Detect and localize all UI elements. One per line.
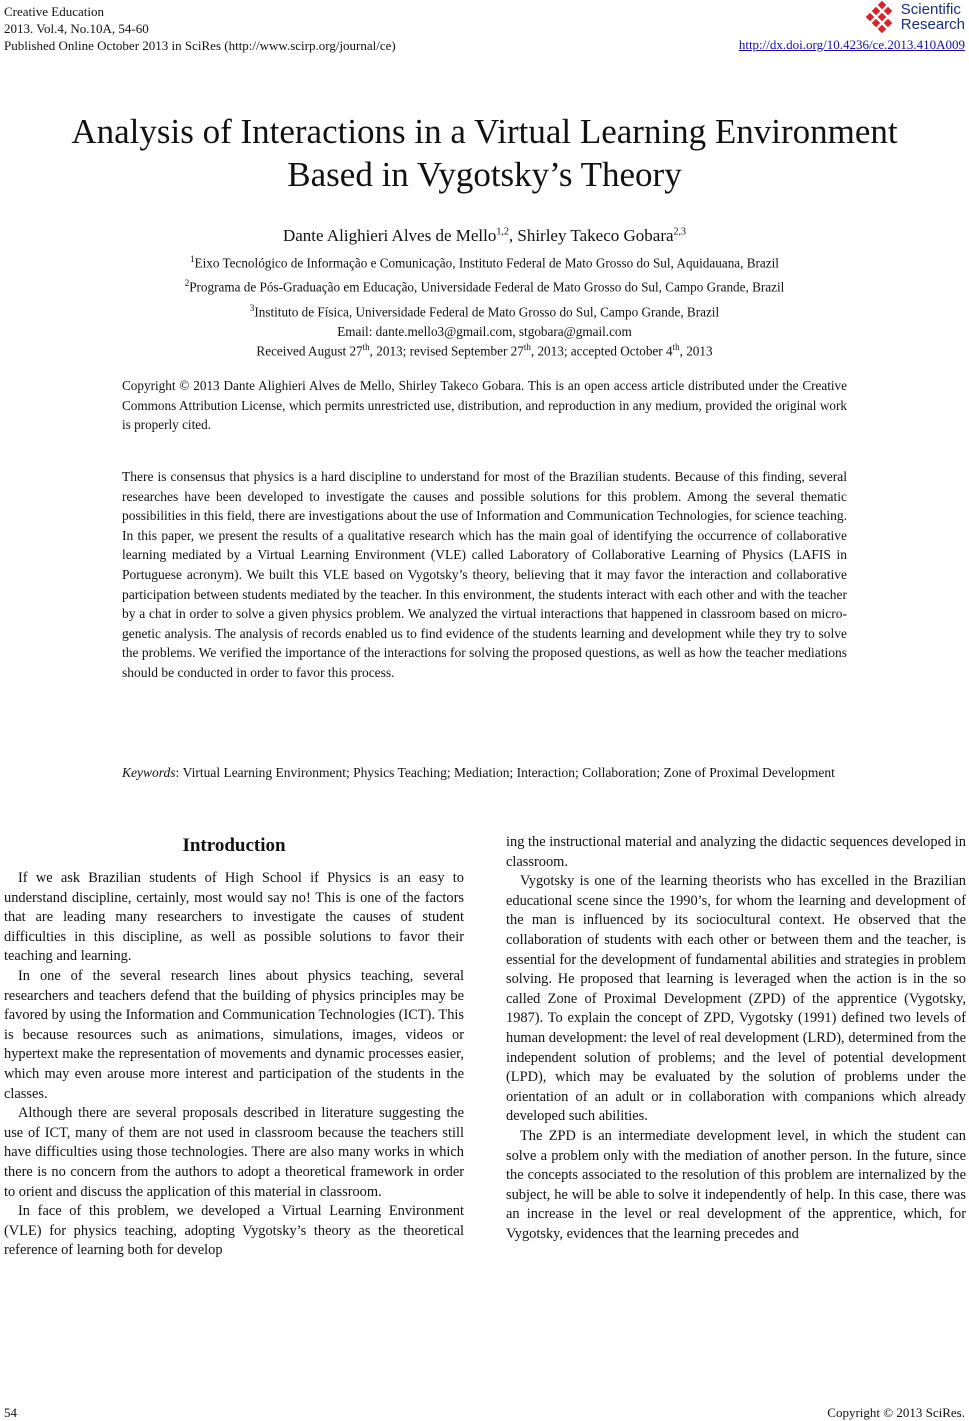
logo-line2: Research xyxy=(900,16,965,33)
logo-line1: Scientific xyxy=(900,1,961,18)
paragraph: In one of the several research lines about physics teaching, several researchers and teachers defend that the building of physics principles may be favored by using the Information and Communication Technologies (ICT). This is because resources such as animations, simulations, images, videos or hypertext make the representation of movements and dynamic processes easier, which may even arouse more interest and participation of the students in the classes. xyxy=(4,967,464,1102)
paragraph: The ZPD is an intermediate development level, in which the student can solve a problem only with the mediation of another person. In the future, since the concepts associated to the resolution of this problem are internalized by the subject, he will be able to solve it independently of help. In this case, there was an increase in the level or real development of the apprentice, which, for Vygotsky, evidences that the learning precedes and xyxy=(506,1127,966,1242)
section-heading-introduction: Introduction xyxy=(182,835,286,856)
page-number: 54 xyxy=(4,1405,17,1420)
submission-dates: Received August 27th, 2013; revised September 27th, 2013; accepted October 4th, 2013 xyxy=(256,342,713,359)
paragraph: ing the instructional material and analyzing the didactic sequences developed in classroom. xyxy=(506,834,966,870)
logo-diamond-icon xyxy=(865,0,899,34)
author-list: Dante Alighieri Alves de Mello$^{1,2}$, Shirley Takeco Gobara$^{2,3}$ xyxy=(282,226,687,245)
author-2-affil: 2,3 xyxy=(673,226,687,238)
paragraph: In face of this problem, we developed a Virtual Learning Environment (VLE) for physics teaching, adopting Vygotsky’s theory as the theoretical reference of learning both for develop xyxy=(4,1203,464,1259)
scientific-research-logo[interactable] xyxy=(865,0,965,34)
author-2: Shirley Takeco Gobara xyxy=(517,226,674,245)
affiliation-1: $^1$Eixo Tecnológico de Informação e Comunicação, Instituto Federal de Mato Grosso do Sul, Aquidauana, Brazil xyxy=(190,254,779,271)
title-line1: Analysis of Interactions in a Virtual Learning Environment xyxy=(71,112,898,151)
journal-volume: 2013. Vol.4, No.10A, 54-60 xyxy=(4,21,149,36)
published-online: Published Online October 2013 in SciRes (http://www.scirp.org/journal/ce) xyxy=(4,38,396,53)
footer-copyright: Copyright © 2013 SciRes. xyxy=(827,1405,965,1420)
left-column xyxy=(4,833,464,1261)
paragraph: Vygotsky is one of the learning theorists who has excelled in the Brazilian educational scene since the 1990’s, for whom the learning and development of the man is influenced by its sociocultural context. He observed that the collaboration of students with each other or between them and the teacher, is essential for the development of fundamental abilities and strategies in problem solving. He proposed that learning is leveraged when the action is in the so called Zone of Proximal Development (ZPD) of the apprentice (Vygotsky, 1987). To explain the concept of ZPD, Vygotsky (1991) defined two levels of human development: the level of real development (LRD), determined from the independent solution of problems; and the level of potential development (LPD), which may be evaluated by the solution of problems under the orientation of an adult or in collaboration with companions which already developed such abilities. xyxy=(506,873,966,1125)
paragraph: If we ask Brazilian students of High School if Physics is an easy to understand discipline, certainly, most would say no! This is one of the factors that are leading many researchers to investigate the causes of student difficulties in this discipline, as well as possible solutions to favor their teaching and learning. xyxy=(4,870,464,965)
title-line2: Based in Vygotsky’s Theory xyxy=(287,155,682,194)
author-1-affil: 1,2 xyxy=(496,226,509,238)
journal-header xyxy=(4,3,396,54)
paragraph: Although there are several proposals described in literature suggesting the use of ICT, many of them are not used in classroom because the teachers still have difficulties using those technologies. There are also many works in which there is no concern from the authors to adopt a theoretical framework in order to orient and discuss the application of this material in classroom. xyxy=(4,1105,464,1200)
keywords-list: Virtual Learning Environment; Physics Teaching; Mediation; Interaction; Collaboration; Zone of Proximal Development xyxy=(182,765,835,780)
keywords: Keywords : Virtual Learning Environment; Physics Teaching; Mediation; Interaction; Collaboration; Zone of Proximal Development xyxy=(122,763,847,783)
journal-name: Creative Education xyxy=(4,4,104,19)
author-email: Email: dante.mello3@gmail.com, stgobara@gmail.com xyxy=(337,324,632,340)
paper-title xyxy=(0,110,969,196)
affiliation-2: $^2$Programa de Pós-Graduação em Educação, Universidade Federal de Mato Grosso do Sul, Campo Grande, Brazil xyxy=(184,278,785,295)
keywords-label: Keywords xyxy=(122,765,176,780)
affiliations xyxy=(0,249,969,342)
doi-link[interactable]: http://dx.doi.org/10.4236/ce.2013.410A009 xyxy=(738,37,965,52)
copyright-notice: Copyright © 2013 Dante Alighieri Alves de Mello, Shirley Takeco Gobara. This is an open access article distributed under the Creative Commons Attribution License, which permits unrestricted use, distribution, and reproduction in any medium, provided the original work is properly cited. xyxy=(122,378,847,432)
right-column xyxy=(506,833,966,1244)
affiliation-3: $^3$Instituto de Física, Universidade Federal de Mato Grosso do Sul, Campo Grande, Brazil xyxy=(249,302,720,320)
author-1: Dante Alighieri Alves de Mello xyxy=(282,226,497,245)
abstract: There is consensus that physics is a hard discipline to understand for most of the Brazilian students. Because of this finding, several researches have been developed to investigate the causes and possible solutions for this problem. Among the several thematic possibilities in this field, there are investigations about the use of Information and Communication Technologies, for science teaching. In this paper, we present the results of a qualitative research which has the main goal of identifying the occurrence of collaborative learning mediated by a Virtual Learning Environment (VLE) called Laboratory of Collaborative Learning of Physics (LAFIS in Portuguese acronym). We built this VLE based on Vygotsky’s theory, believing that it may favor the interaction and collaborative participation between students mediated by the teacher. In this environment, the students interact with each other and with the teacher by a chat in order to solve a given physics problem. We analyzed the virtual interactions that happened in classroom based on microgenetic analysis. The analysis of records enabled us to find evidence of the students learning and development while they try to solve the problems. We verified the importance of the interactions for solving the proposed questions, as well as how the teacher mediations should be conducted in order to favor this process. xyxy=(122,469,847,680)
